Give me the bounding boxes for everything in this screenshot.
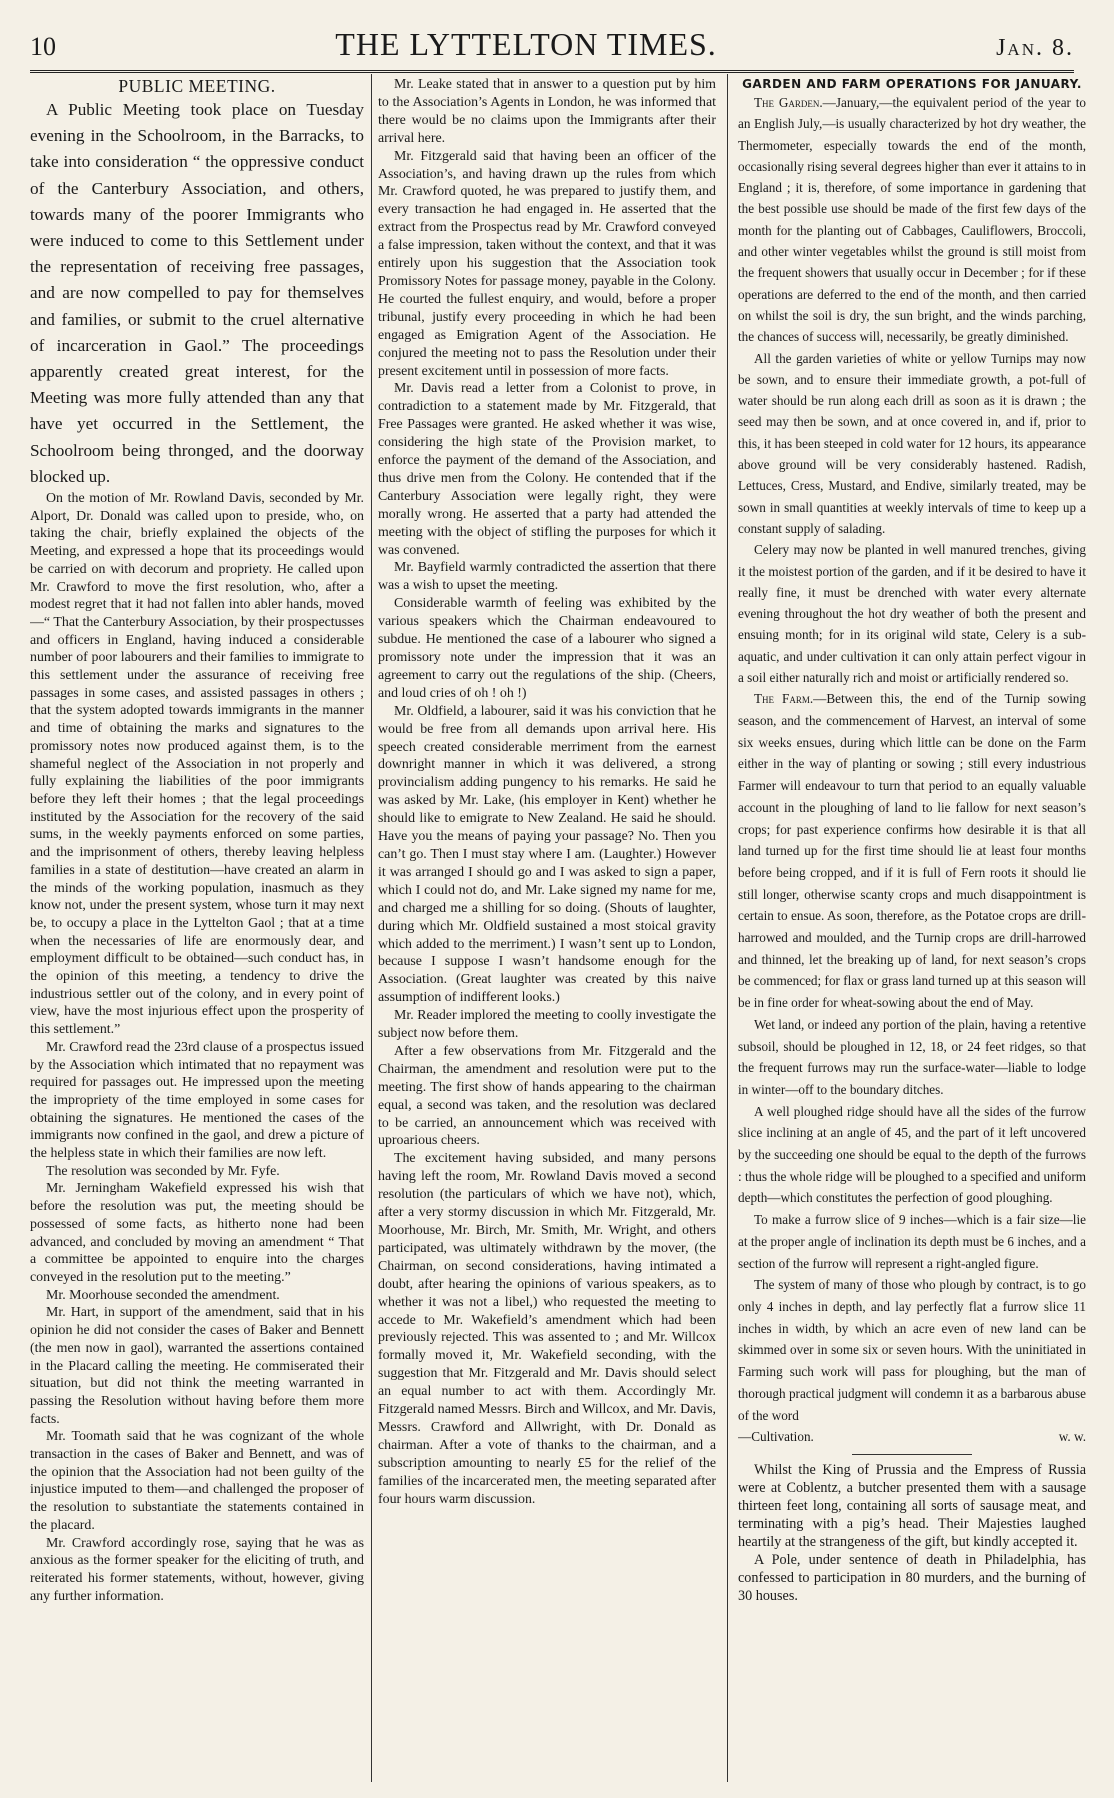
paragraph: Celery may now be planted in well manured trenches, giving it the moistest portion of the garden, and if it be desired to have it really fine, it must be drenched with water every alternate evening throughout the hot dry weather of both the present and ensuing month; for in its original wild state, Celery is a sub-aquatic, and under cultivation it can only attain perfect vigour in a soil either naturally rich and moist or artificially rendered so. [738,542,1086,686]
paragraph: The excitement having subsided, and many persons having left the room, Mr. Rowland Davis moved a second resolution (the particulars of which we have not), which, after a very stormy discussion in which Mr. Fitzgerald, Mr. Moorhouse, Mr. Birch, Mr. Smith, Mr. Wright, and others participated, was ultimately withdrawn by the mover, (the Chairman, on second considerations, having intimated a doubt, after hearing the opinions of various speakers, as to whether it was not a libel,) who requested the meeting to accede to Mr. Wakefield’s amendment which had been previously rejected. This was assented to ; and Mr. Willcox formally moved it, Mr. Wakefield seconding, with the suggestion that Mr. Fitzgerald and Mr. Davis should select an equal number to act with them. Accordingly Mr. Fitzgerald named Messrs. Birch and Willcox, and Mr. Davis, Messrs. Crawford and Allwright, with Dr. Donald as chairman. After a vote of thanks to the chairman, and a subscription amounting to nearly £5 for the relief of the families of the incarcerated men, the meeting separated after four hours warm discussion. [378,1151,716,1507]
paragraph: All the garden varieties of white or yellow Turnips may now be sown, and to ensure their immediate growth, a pot-full of water should be run along each drill as soon as it is drawn ; the seed may then be sown, and at once covered in, and if, prior to this, it has been steeped in cold water for 12 hours, its appearance above ground will be very considerably hastened. Radish, Lettuces, Cress, Mustard, and Endive, similarly treated, may be sown in small quantities at weekly intervals of time to keep up a constant supply of salading. [738,350,1086,536]
paragraph: A well ploughed ridge should have all the sides of the furrow slice inclining at an angle of 45, and the part of it left uncovered by the succeeding one should be equal to the depth of the furrows : thus the whole ridge will be ploughed to a specified and uniform depth—which constitutes the perfection of good ploughing. [738,1103,1086,1206]
page-number: 10 [30,32,56,61]
paragraph: To make a furrow slice of 9 inches—which is a fair size—lie at the proper angle of inclination its depth must be 6 inches, and a section of the furrow will represent a right-angled figure. [738,1212,1086,1271]
paragraph: Wet land, or indeed any portion of the plain, having a retentive subsoil, should be ploughed in 12, 18, or 24 feet ridges, so that the frequent furrows may run the surface-water—liable to lodge in winter—off to the boundary ditches. [738,1016,1086,1097]
paragraph: Mr. Moorhouse seconded the amendment. [46,1287,280,1303]
closing-word: —Cultivation. [738,1429,814,1445]
paragraph: On the motion of Mr. Rowland Davis, seconded by Mr. Alport, Dr. Donald was called upon to preside, who, on taking the chair, briefly explained the objects of the Meeting, and expressed a hope that its proceedings would be carried on with decorum and propriety. He called upon Mr. Crawford to move the first resolution, who, after a modest regret that it had not fallen into abler hands, moved—“ That the Canterbury Association, by their prospectusses and officers in England, having induced a considerable number of poor labourers and their families to immigrate to this settlement under the assurance of receiving free passages in some cases, and assisted passages in others ; that the system adopted towards immigrants in the manner and time of obtaining the marks and signatures to the promissory notes now produced against them, is to the shameful neglect of the Association in not properly and fully explaining the liabilities of the poor immigrants before they left their homes ; that the legal proceedings instituted by the Association for the recovery of the said sums, in the weekly payments enforced on some parties, and the imprisonment of others, thereby leaving helpless families in a state of destitution—have created an alarm in the minds of the working population, inasmuch as they know not, under the present system, whose turn it may next be, to occupy a place in the Lyttelton Gaol ; that at a time when the necessaries of life are enormously dear, and employment difficult to be obtained—such conduct has, in the opinion of this meeting, a tendency to drive the industrious settler out of the colony, and in every point of view, have the most injurious effect upon the prosperity of this settlement.” [30,491,364,1038]
article-heading-garden-farm: GARDEN AND FARM OPERATIONS FOR JANUARY. [742,77,1082,91]
paragraph: Mr. Hart, in support of the amendment, said that in his opinion he did not consider the cases of Baker and Bennett (the men now in gaol), warranted the assertions contained in the Placard calling the meeting. He commiserated their situation, but did not think the meeting warranted in passing the Resolution without having before them more facts. [30,1305,364,1427]
paragraph: A Public Meeting took place on Tuesday evening in the Schoolroom, in the Barracks, to take into consideration “ the oppressive conduct of the Canterbury Association, and others, towards many of the poorer Immigrants who were induced to come to this Settlement under the representation of receiving free passages, and are now compelled to pay for themselves and families, or submit to the cruel alternative of incarceration in Gaol.” The proceedings apparently created great interest, for the Meeting was more fully attended than any that have yet occurred in the Settlement, the Schoolroom being thronged, and the doorway blocked up. [30,100,364,486]
paragraph: Mr. Jerningham Wakefield expressed his wish that before the resolution was put, the meeting should be possessed of some facts, as hitherto none had been advanced, and concluded by moving an amendment “ That a committee be appointed to enquire into the charges conveyed in the resolution put to the meeting.” [30,1181,364,1285]
paragraph: The system of many of those who plough by contract, is to go only 4 inches in depth, and lay perfectly flat a furrow slice 11 inches in width, by which an acre even of new land can be skimmed over in some six or seven hours. With the uninitiated in Farming such work will pass for ploughing, but the man of thorough practical judgment will condemn it as a barbarous abuse of the word [738,1277,1086,1423]
paragraph: Mr. Leake stated that in answer to a question put by him to the Association’s Agents in London, he was informed that there would be no claims upon the Immigrants after their arrival here. [378,77,716,146]
paragraph: Mr. Toomath said that he was cognizant of the whole transaction in the cases of Baker and Bennett, and was of the opinion that the Association had not been guilty of the injustice imputed to them—and challenged the proposer of the resolution to substantiate the statements contained in the placard. [30,1429,364,1533]
paragraph: Considerable warmth of feeling was exhibited by the various speakers which the Chairman endeavoured to subdue. He mentioned the case of a labourer who signed a promissory note under the impression that it was an agreement to carry out the regulations of the ship. (Cheers, and loud cries of oh ! oh !) [378,596,716,701]
paragraph: After a few observations from Mr. Fitzgerald and the Chairman, the amendment and resolution were put to the meeting. The first show of hands appearing to the chairman equal, a second was taken, and the resolution was declared to be carried, an announcement which was received with uproarious cheers. [378,1043,716,1149]
paragraph-text: —January,—the equivalent period of the year to an English July,—is usually characterized by hot dry weather, the Thermometer, especially towards the end of the month, occasionally rising several degrees higher than ever it attains to in England ; it is, therefore, of some importance in gardening that the best possible use should be made of the first few days of the month for the planting out of Cabbages, Cauliflowers, Broccoli, and other winter vegetables whilst the ground is still moist from the frequent showers that usually occur in December ; for if these operations are deferred to the end of the month, and then carried on whilst the soil is dry, the sun bright, and the winds parching, the chances of success will, necessarily, be greatly diminished. [738,95,1086,345]
article-heading-public-meeting: PUBLIC MEETING. [118,76,276,96]
paragraph [738,688,1086,1014]
section-divider [852,1454,972,1455]
paragraph: Whilst the King of Prussia and the Empress of Russia were at Coblentz, a butcher presented them with a sausage thirteen feet long, containing all sorts of sausage meat, and terminating with a pig’s head. Their Majesties laughed heartily at the strangeness of the gift, but kindly accepted it. [738,1461,1086,1550]
paragraph: Mr. Reader implored the meeting to coolly investigate the subject now before them. [378,1008,716,1042]
paragraph: The resolution was seconded by Mr. Fyfe. [46,1163,280,1179]
paragraph: Mr. Crawford read the 23rd clause of a prospectus issued by the Association which intimated that no repayment was required for passages out. He impressed upon the meeting the impropriety of the time employed in some cases for obtaining the signatures. He mentioned the cases of the immigrants now confined in the gaol, and drew a picture of the helpless state in which their families are now left. [30,1039,364,1162]
newspaper-title: THE LYTTELTON TIMES. [335,26,717,62]
paragraph: Mr. Oldfield, a labourer, said it was his conviction that he would be free from all demands upon arrival here. His speech created considerable merriment from the earnest downright manner in which it was delivered, a strong provincialism adding pungency to his remarks. He said he was asked by Mr. Lake, (his employer in Kent) whether he should like to emigrate to New Zealand. He said he should. Have you the means of paying your passage? No. Then you can’t go. Then I must stay where I am. (Laughter.) However it was arranged I should go and I was asked to sign a paper, which I could not do, and Mr. Lake signed my name for me, and charged me a shilling for so doing. (Shouts of laughter, during which Mr. Oldfield sustained a most stoical gravity which added to the merriment.) I wasn’t sent up to London, because I suppose I wasn’t handsome enough for the Association. (Great laughter was created by this naive assumption of indifferent looks.) [378,703,716,1006]
paragraph: Mr. Bayfield warmly contradicted the assertion that there was a wish to upset the meeting. [378,560,716,594]
column-2 [378,76,716,1784]
paragraph-text: —Between this, the end of the Turnip sowing season, and the commencement of Harvest, an interval of some six weeks ensues, during which little can be done on the Farm either in the way of planting or sowing ; still every industrious Farmer will endeavour to turn that period to an equally valuable account in the ploughing of land to lie fallow for next season’s crops; for past experience confirms how desirable it is that all land turned up for the first time should lie at least four months before being cropped, and if it is full of Fern roots it should lie still longer, otherwise scanty crops and much disappointment is certain to ensue. As soon, therefore, as the Potatoe crops are drill-harrowed and moulded, and the Turnip crops are drill-harrowed and thinned, let the breaking up of land, for next season’s crops be commenced; for flax or grass land turned up at this season will be in fine order for wheat-sowing about the end of May. [738,691,1086,1011]
column-divider-1 [371,74,372,1782]
column-1 [30,76,364,1784]
paragraph [738,92,1086,348]
section-label-farm: The Farm. [754,691,814,707]
masthead-rule [30,70,1074,73]
issue-date: Jan. 8. [996,35,1074,61]
paragraph: A Pole, under sentence of death in Philadelphia, has confessed to participation in 80 murders, and the burning of 30 houses. [738,1551,1086,1604]
paragraph: Mr. Davis read a letter from a Colonist to prove, in contradiction to a statement made by Mr. Fitzgerald, that Free Passages were granted. He asked whether it was wise, considering the high state of the Provision market, to enforce the payment of the demand of the Association, and thus drive men from the Colony. He contended that if the Canterbury Association were legally right, they were morally wrong. He asserted that a party had attended the meeting with the object of stifling the purposes for which it was convened. [378,381,716,558]
paragraph: Mr. Fitzgerald said that having been an officer of the Association’s, and having drawn up the rules from which Mr. Crawford quoted, he was prepared to justify them, and every transaction he had engaged in. He asserted that the extract from the Prospectus read by Mr. Crawford conveyed a false impression, taken without the context, and that it was entirely upon his suggestion that the Association took Promissory Notes for passage money, payable in the Colony. He courted the fullest enquiry, and would, before a proper tribunal, justify every proceeding in which he had been engaged as Emigration Agent of the Association. He conjured the meeting not to pass the Resolution under their present excitement until in possession of more facts. [378,148,716,379]
paragraph: Mr. Crawford accordingly rose, saying that he was as anxious as the former speaker for the eliciting of truth, and reiterated his former statements, without, however, giving any further information. [30,1535,364,1604]
column-3 [738,76,1086,1784]
masthead [30,26,1074,66]
section-label-garden: The Garden. [754,95,823,110]
signature: w. w. [1058,1429,1086,1445]
column-divider-2 [727,74,728,1782]
signature-line [738,1426,1086,1448]
